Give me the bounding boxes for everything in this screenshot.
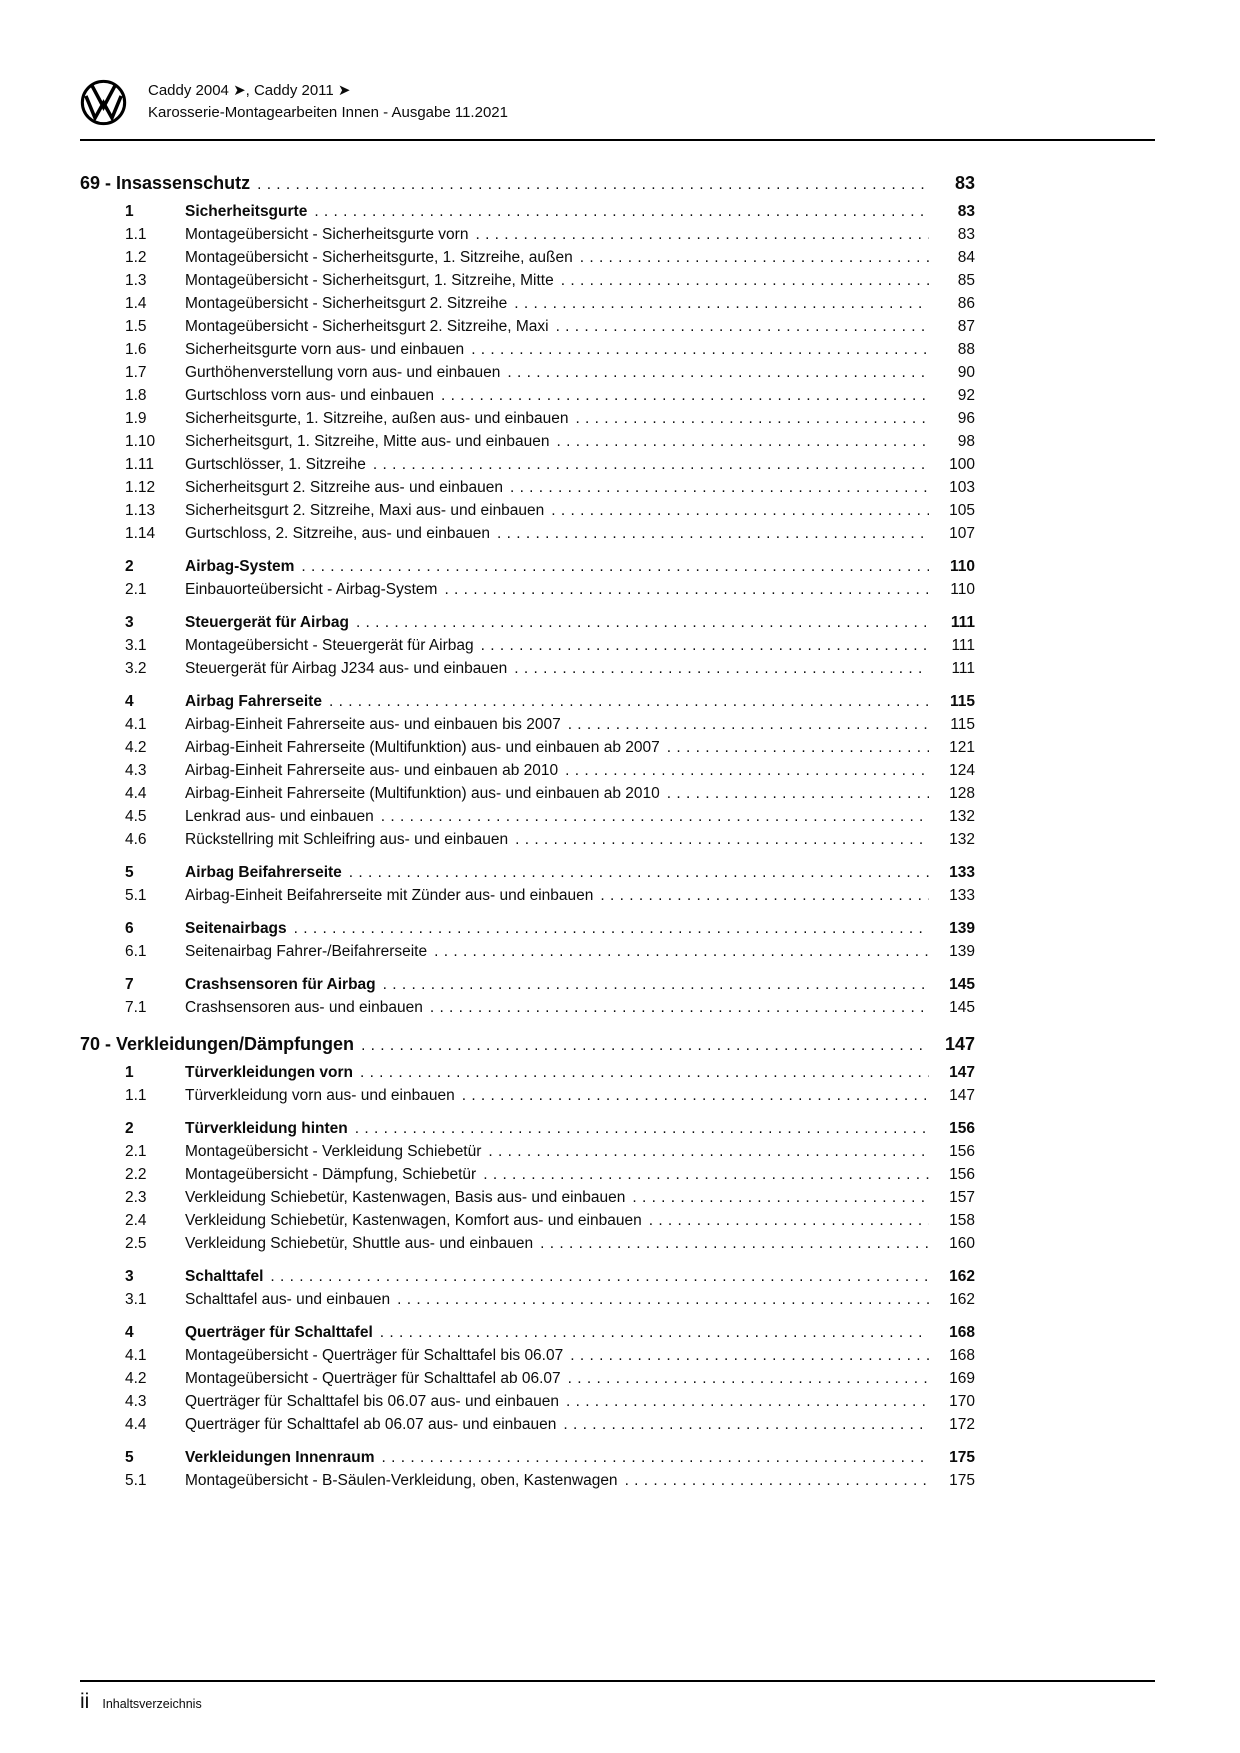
toc-entry-row [80, 1344, 975, 1367]
entry-page-number: 115 [950, 716, 975, 733]
entry-title: Türverkleidungen vorn [185, 1064, 353, 1081]
footer-row [80, 1690, 1155, 1714]
toc-entry-row [80, 1140, 975, 1163]
toc-entry-row [80, 861, 975, 884]
entry-page-number: 105 [949, 502, 975, 519]
entry-title: Steuergerät für Airbag J234 aus- und einbauen [185, 660, 508, 677]
entry-number: 2.5 [125, 1235, 147, 1252]
toc-entry-row [80, 657, 975, 680]
dot-leader [625, 1186, 929, 1209]
entry-page-number: 162 [949, 1291, 975, 1308]
toc-entry-row [80, 1265, 975, 1288]
dot-leader [561, 1367, 929, 1390]
entry-number: 2 [125, 1120, 134, 1137]
dot-leader [464, 338, 929, 361]
entry-number: 4 [125, 693, 134, 710]
dot-leader [568, 407, 929, 430]
toc-entry-row [80, 690, 975, 713]
dot-leader [500, 361, 929, 384]
entry-title: Sicherheitsgurte [185, 203, 308, 220]
header-model-line: Caddy 2004 ➤, Caddy 2011 ➤ [148, 82, 351, 99]
entry-number: 7 [125, 976, 134, 993]
entry-number: 4.1 [125, 716, 147, 733]
entry-number: 4 [125, 1324, 134, 1341]
toc-entry-row [80, 430, 975, 453]
entry-number: 2 [125, 558, 134, 575]
entry-page-number: 124 [949, 762, 975, 779]
entry-title: Montageübersicht - Verkleidung Schiebetür [185, 1143, 482, 1160]
dot-leader [507, 657, 929, 680]
entry-title: Türverkleidung hinten [185, 1120, 348, 1137]
entry-number: 2.2 [125, 1166, 147, 1183]
dot-leader [390, 1288, 929, 1311]
entry-title: Schalttafel [185, 1268, 264, 1285]
toc-entry-row [80, 713, 975, 736]
chapter-heading-row [80, 1032, 975, 1058]
entry-page-number: 111 [951, 637, 975, 654]
entry-number: 1.8 [125, 387, 147, 404]
entry-number: 2.3 [125, 1189, 147, 1206]
entry-number: 4.2 [125, 739, 147, 756]
dot-leader [533, 1232, 929, 1255]
dot-leader [455, 1084, 929, 1107]
header-subtitle-line: Karosserie-Montagearbeiten Innen - Ausgabe 11.2021 [148, 103, 508, 121]
entry-number: 3.1 [125, 637, 147, 654]
dot-leader [507, 292, 929, 315]
entry-page-number: 147 [949, 1087, 975, 1104]
dot-leader [366, 453, 929, 476]
entry-page-number: 168 [949, 1324, 975, 1341]
entry-page-number: 133 [949, 887, 975, 904]
entry-page-number: 107 [949, 525, 975, 542]
entry-page-number: 156 [949, 1166, 975, 1183]
toc-entry-row [80, 805, 975, 828]
dot-leader [354, 1033, 929, 1058]
dot-leader [549, 430, 929, 453]
header-text-block [148, 78, 508, 123]
entry-page-number: 96 [957, 410, 975, 427]
entry-page-number: 132 [949, 831, 975, 848]
entry-title: Einbauorteübersicht - Airbag-System [185, 581, 438, 598]
entry-title: Gurtschloss vorn aus- und einbauen [185, 387, 435, 404]
dot-leader [503, 476, 929, 499]
page-footer [80, 1667, 1155, 1714]
entry-page-number: 85 [957, 272, 975, 289]
toc-entry-row [80, 1390, 975, 1413]
entry-number: 4.3 [125, 1393, 147, 1410]
entry-number: 1.13 [125, 502, 156, 519]
dot-leader [476, 1163, 929, 1186]
toc-entry-row [80, 1469, 975, 1492]
entry-title: Airbag-Einheit Fahrerseite aus- und einbauen ab 2010 [185, 762, 559, 779]
dot-leader [287, 917, 929, 940]
entry-number: 2.4 [125, 1212, 147, 1229]
entry-title: Rückstellring mit Schleifring aus- und einbauen [185, 831, 509, 848]
dot-leader [508, 828, 929, 851]
entry-page-number: 88 [957, 341, 975, 358]
entry-number: 1.14 [125, 525, 156, 542]
entry-title: Airbag-System [185, 558, 295, 575]
toc-entry-row [80, 522, 975, 545]
dot-leader [544, 499, 929, 522]
entry-page-number: 84 [957, 249, 975, 266]
dot-leader [376, 973, 929, 996]
entry-title: Verkleidung Schiebetür, Shuttle aus- und einbauen [185, 1235, 534, 1252]
entry-number: 2.1 [125, 581, 147, 598]
entry-title: Seitenairbags [185, 920, 287, 937]
entry-page-number: 168 [949, 1347, 975, 1364]
entry-number: 1.6 [125, 341, 147, 358]
dot-leader [322, 690, 929, 713]
toc-entry-row [80, 223, 975, 246]
entry-number: 1.2 [125, 249, 147, 266]
dot-leader [660, 736, 929, 759]
dot-leader [250, 172, 929, 197]
entry-page-number: 157 [949, 1189, 975, 1206]
entry-number: 1.4 [125, 295, 147, 312]
dot-leader [558, 759, 929, 782]
entry-page-number: 83 [957, 226, 975, 243]
dot-leader [481, 1140, 929, 1163]
entry-page-number: 156 [949, 1120, 975, 1137]
header-rule [80, 139, 1155, 141]
entry-page-number: 128 [949, 785, 975, 802]
toc-entry-row [80, 1413, 975, 1436]
toc-entry-row [80, 940, 975, 963]
dot-leader [349, 611, 929, 634]
toc-entry-row [80, 973, 975, 996]
entry-page-number: 170 [949, 1393, 975, 1410]
toc-entry-row [80, 1209, 975, 1232]
dot-leader [559, 1390, 929, 1413]
entry-title: Airbag-Einheit Fahrerseite (Multifunktion) aus- und einbauen ab 2007 [185, 739, 660, 756]
dot-leader [374, 805, 929, 828]
dot-leader [353, 1061, 929, 1084]
toc-entry-row [80, 996, 975, 1019]
toc-entry-row [80, 338, 975, 361]
entry-number: 4.4 [125, 785, 147, 802]
toc-entry-row [80, 555, 975, 578]
entry-number: 1.5 [125, 318, 147, 335]
chapter-title: 69 - Insassenschutz [80, 173, 251, 193]
entry-title: Crashsensoren aus- und einbauen [185, 999, 423, 1016]
dot-leader [427, 940, 929, 963]
entry-title: Montageübersicht - Sicherheitsgurt 2. Sitzreihe, Maxi [185, 318, 549, 335]
entry-title: Montageübersicht - Sicherheitsgurte, 1. Sitzreihe, außen [185, 249, 573, 266]
toc-chapter [80, 1032, 975, 1492]
entry-number: 1.1 [125, 1087, 147, 1104]
entry-title: Airbag-Einheit Fahrerseite (Multifunktion) aus- und einbauen ab 2010 [185, 785, 660, 802]
entry-number: 4.1 [125, 1347, 147, 1364]
entry-title: Querträger für Schalttafel [185, 1324, 373, 1341]
toc-entry-row [80, 315, 975, 338]
dot-leader [549, 315, 929, 338]
entry-number: 4.2 [125, 1370, 147, 1387]
entry-page-number: 132 [949, 808, 975, 825]
entry-number: 6 [125, 920, 134, 937]
dot-leader [573, 246, 929, 269]
vw-logo-icon [80, 79, 127, 126]
dot-leader [563, 1344, 929, 1367]
entry-number: 3 [125, 614, 134, 631]
entry-title: Airbag Beifahrerseite [185, 864, 342, 881]
entry-page-number: 111 [951, 660, 975, 677]
entry-title: Verkleidungen Innenraum [185, 1449, 375, 1466]
entry-number: 4.5 [125, 808, 147, 825]
dot-leader [342, 861, 929, 884]
toc-entry-row [80, 1061, 975, 1084]
entry-title: Montageübersicht - Sicherheitsgurte vorn [185, 226, 469, 243]
entry-page-number: 110 [950, 581, 975, 598]
entry-number: 6.1 [125, 943, 147, 960]
toc-entry-row [80, 1186, 975, 1209]
toc-entry-row [80, 292, 975, 315]
entry-title: Lenkrad aus- und einbauen [185, 808, 374, 825]
entry-page-number: 156 [949, 1143, 975, 1160]
dot-leader [437, 578, 929, 601]
toc-entry-row [80, 200, 975, 223]
entry-number: 2.1 [125, 1143, 147, 1160]
entry-title: Sicherheitsgurte vorn aus- und einbauen [185, 341, 465, 358]
entry-title: Montageübersicht - Sicherheitsgurt 2. Sitzreihe [185, 295, 508, 312]
page-header [80, 78, 1155, 126]
toc-entry-row [80, 917, 975, 940]
toc-entry-row [80, 1232, 975, 1255]
toc-entry-row [80, 476, 975, 499]
entry-number: 1.9 [125, 410, 147, 427]
entry-page-number: 162 [949, 1268, 975, 1285]
toc-entry-row [80, 782, 975, 805]
toc-entry-row [80, 1446, 975, 1469]
toc-entry-row [80, 269, 975, 292]
entry-page-number: 100 [949, 456, 975, 473]
page-content [80, 0, 1155, 1492]
toc-entry-row [80, 1084, 975, 1107]
entry-page-number: 103 [949, 479, 975, 496]
entry-page-number: 175 [949, 1472, 975, 1489]
entry-page-number: 139 [949, 920, 975, 937]
entry-title: Montageübersicht - Dämpfung, Schiebetür [185, 1166, 477, 1183]
entry-number: 4.4 [125, 1416, 147, 1433]
entry-title: Sicherheitsgurt 2. Sitzreihe, Maxi aus- und einbauen [185, 502, 545, 519]
footer-page-number: ii [80, 1690, 90, 1713]
entry-title: Airbag Fahrerseite [185, 693, 322, 710]
entry-title: Montageübersicht - Sicherheitsgurt, 1. Sitzreihe, Mitte [185, 272, 554, 289]
entry-page-number: 86 [957, 295, 975, 312]
dot-leader [307, 200, 929, 223]
entry-number: 1.11 [125, 456, 155, 473]
entry-number: 5 [125, 864, 134, 881]
entry-number: 1.12 [125, 479, 156, 496]
toc-entry-row [80, 1117, 975, 1140]
entry-page-number: 169 [949, 1370, 975, 1387]
entry-page-number: 92 [957, 387, 975, 404]
dot-leader [660, 782, 929, 805]
toc-entry-row [80, 884, 975, 907]
dot-leader [468, 223, 929, 246]
entry-number: 1.10 [125, 433, 156, 450]
chapter-heading-row [80, 171, 975, 197]
entry-title: Montageübersicht - Querträger für Schalttafel ab 06.07 [185, 1370, 561, 1387]
entry-title: Gurtschlösser, 1. Sitzreihe [185, 456, 366, 473]
entry-page-number: 110 [949, 558, 975, 575]
dot-leader [423, 996, 929, 1019]
toc-entry-row [80, 453, 975, 476]
entry-page-number: 160 [949, 1235, 975, 1252]
toc-entry-row [80, 759, 975, 782]
toc-entry-row [80, 1163, 975, 1186]
entry-title: Sicherheitsgurte, 1. Sitzreihe, außen aus- und einbauen [185, 410, 569, 427]
toc-entry-row [80, 634, 975, 657]
entry-title: Verkleidung Schiebetür, Kastenwagen, Komfort aus- und einbauen [185, 1212, 642, 1229]
entry-title: Sicherheitsgurt, 1. Sitzreihe, Mitte aus- und einbauen [185, 433, 550, 450]
entry-number: 5.1 [125, 887, 147, 904]
entry-title: Türverkleidung vorn aus- und einbauen [185, 1087, 455, 1104]
entry-title: Seitenairbag Fahrer-/Beifahrerseite [185, 943, 428, 960]
entry-title: Schalttafel aus- und einbauen [185, 1291, 391, 1308]
toc-entry-row [80, 736, 975, 759]
toc-entry-row [80, 1288, 975, 1311]
entry-title: Montageübersicht - Steuergerät für Airbag [185, 637, 474, 654]
entry-title: Crashsensoren für Airbag [185, 976, 376, 993]
entry-page-number: 121 [949, 739, 975, 756]
toc-entry-row [80, 499, 975, 522]
entry-number: 1.7 [125, 364, 147, 381]
dot-leader [348, 1117, 929, 1140]
dot-leader [294, 555, 929, 578]
entry-number: 3 [125, 1268, 134, 1285]
entry-title: Gurtschloss, 2. Sitzreihe, aus- und einbauen [185, 525, 491, 542]
entry-page-number: 147 [949, 1064, 975, 1081]
entry-number: 1 [125, 1064, 134, 1081]
toc-entry-row [80, 361, 975, 384]
toc-entry-row [80, 828, 975, 851]
entry-number: 1.1 [125, 226, 147, 243]
dot-leader [561, 713, 929, 736]
entry-page-number: 145 [949, 999, 975, 1016]
entry-title: Airbag-Einheit Beifahrerseite mit Zünder aus- und einbauen [185, 887, 594, 904]
toc-entry-row [80, 1321, 975, 1344]
entry-number: 1 [125, 203, 134, 220]
chapter-page-number: 83 [954, 173, 975, 193]
toc [80, 171, 975, 1492]
entry-page-number: 83 [957, 203, 975, 220]
entry-number: 1.3 [125, 272, 147, 289]
dot-leader [642, 1209, 929, 1232]
entry-title: Gurthöhenverstellung vorn aus- und einbauen [185, 364, 501, 381]
entry-title: Querträger für Schalttafel bis 06.07 aus- und einbauen [185, 1393, 559, 1410]
entry-number: 5.1 [125, 1472, 147, 1489]
dot-leader [263, 1265, 929, 1288]
entry-page-number: 98 [957, 433, 975, 450]
footer-rule [80, 1680, 1155, 1682]
toc-entry-row [80, 611, 975, 634]
dot-leader [375, 1446, 930, 1469]
entry-title: Sicherheitsgurt 2. Sitzreihe aus- und einbauen [185, 479, 503, 496]
dot-leader [554, 269, 929, 292]
entry-title: Airbag-Einheit Fahrerseite aus- und einbauen bis 2007 [185, 716, 561, 733]
entry-page-number: 158 [949, 1212, 975, 1229]
entry-page-number: 90 [957, 364, 975, 381]
entry-title: Verkleidung Schiebetür, Kastenwagen, Basis aus- und einbauen [185, 1189, 626, 1206]
entry-number: 4.6 [125, 831, 147, 848]
chapter-title: 70 - Verkleidungen/Dämpfungen [80, 1034, 355, 1054]
toc-chapter [80, 171, 975, 1019]
entry-page-number: 87 [957, 318, 975, 335]
entry-page-number: 133 [949, 864, 975, 881]
entry-page-number: 139 [949, 943, 975, 960]
entry-page-number: 175 [949, 1449, 975, 1466]
entry-number: 5 [125, 1449, 134, 1466]
entry-number: 3.2 [125, 660, 147, 677]
toc-entry-row [80, 1367, 975, 1390]
entry-page-number: 115 [949, 693, 975, 710]
dot-leader [474, 634, 929, 657]
dot-leader [618, 1469, 929, 1492]
entry-title: Querträger für Schalttafel ab 06.07 aus- und einbauen [185, 1416, 557, 1433]
entry-title: Steuergerät für Airbag [185, 614, 349, 631]
dot-leader [556, 1413, 929, 1436]
toc-entry-row [80, 246, 975, 269]
entry-page-number: 172 [949, 1416, 975, 1433]
dot-leader [434, 384, 929, 407]
toc-entry-row [80, 578, 975, 601]
entry-number: 4.3 [125, 762, 147, 779]
entry-title: Montageübersicht - B-Säulen-Verkleidung, oben, Kastenwagen [185, 1472, 618, 1489]
entry-page-number: 111 [950, 614, 975, 631]
entry-page-number: 145 [949, 976, 975, 993]
toc-entry-row [80, 407, 975, 430]
entry-number: 3.1 [125, 1291, 147, 1308]
footer-label: Inhaltsverzeichnis [102, 1697, 202, 1711]
entry-title: Montageübersicht - Querträger für Schalttafel bis 06.07 [185, 1347, 564, 1364]
dot-leader [373, 1321, 929, 1344]
toc-entry-row [80, 384, 975, 407]
chapter-page-number: 147 [944, 1034, 975, 1054]
dot-leader [490, 522, 929, 545]
dot-leader [593, 884, 929, 907]
entry-number: 7.1 [125, 999, 147, 1016]
